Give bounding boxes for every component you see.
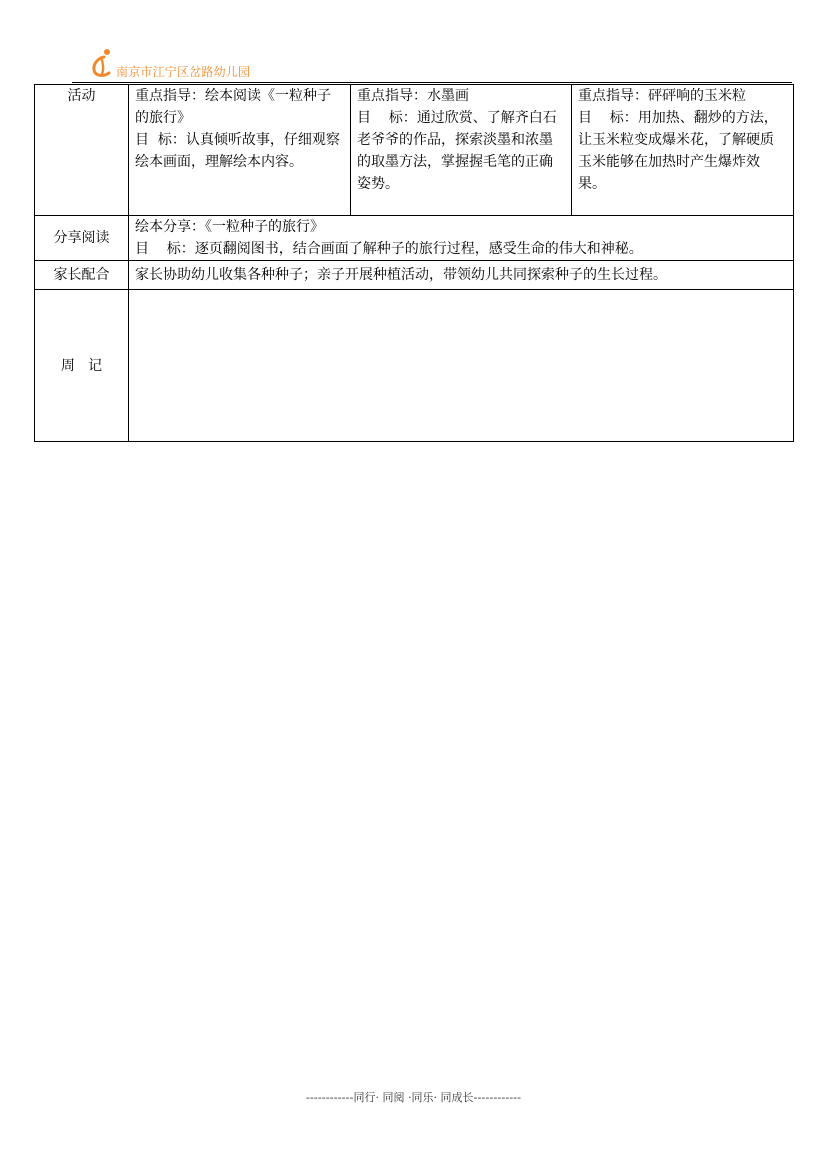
weekly-notes-label: 周 记: [35, 290, 129, 442]
footer-dashes-left: ------------: [305, 1091, 354, 1104]
parents-row: [35, 261, 794, 290]
kindergarten-logo-icon: [90, 46, 118, 78]
footer-dashes-right: ------------: [473, 1091, 522, 1104]
activity-2-target-text: 通过欣赏、了解齐白石老爷爷的作品，探索淡墨和浓墨的取墨方法，掌握握毛笔的正确姿势。: [357, 110, 557, 192]
activity-2-focus: 重点指导：水墨画: [357, 88, 469, 104]
weekly-notes-row: [35, 290, 794, 442]
activity-3-focus: 重点指导：砰砰响的玉米粒: [578, 88, 746, 104]
activity-cell-2: [351, 85, 572, 216]
activity-3-target-text: 用加热、翻炒的方法，让玉米粒变成爆米花，了解硬质玉米能够在加热时产生爆炸效果。: [578, 110, 778, 192]
weekly-notes-cell: [129, 290, 794, 442]
header-rule: [72, 82, 792, 83]
reading-row: [35, 216, 794, 261]
reading-label: 分享阅读: [35, 216, 129, 261]
activity-1-target-text: 认真倾听故事，仔细观察绘本画面，理解绘本内容。: [135, 132, 340, 170]
activity-1-target-label: 目 标：: [135, 132, 186, 148]
school-name: 南京市江宁区岔路幼儿园: [116, 65, 251, 79]
activity-label: 活动: [35, 85, 129, 216]
reading-cell: [129, 216, 794, 261]
reading-target-text: 逐页翻阅图书，结合画面了解种子的旅行过程，感受生命的伟大和神秘。: [194, 241, 643, 257]
footer-motto: 同行· 同阅 ·同乐· 同成长: [353, 1091, 474, 1104]
activity-cell-3: [572, 85, 794, 216]
activity-row: [35, 85, 794, 216]
reading-target-label: 目 标：: [135, 241, 195, 257]
reading-book: 绘本分享：《一粒种子的旅行》: [135, 219, 324, 235]
parents-cell: 家长协助幼儿收集各种种子；亲子开展种植活动，带领幼儿共同探索种子的生长过程。: [129, 261, 794, 290]
parents-label: 家长配合: [35, 261, 129, 290]
activity-1-focus: 重点指导：绘本阅读《一粒种子的旅行》: [135, 88, 331, 126]
activity-2-target-label: 目 标：: [357, 110, 417, 126]
activity-cell-1: [129, 85, 351, 216]
page-footer: [0, 1089, 827, 1105]
weekly-plan-table: [34, 84, 794, 442]
activity-3-target-label: 目 标：: [578, 110, 638, 126]
